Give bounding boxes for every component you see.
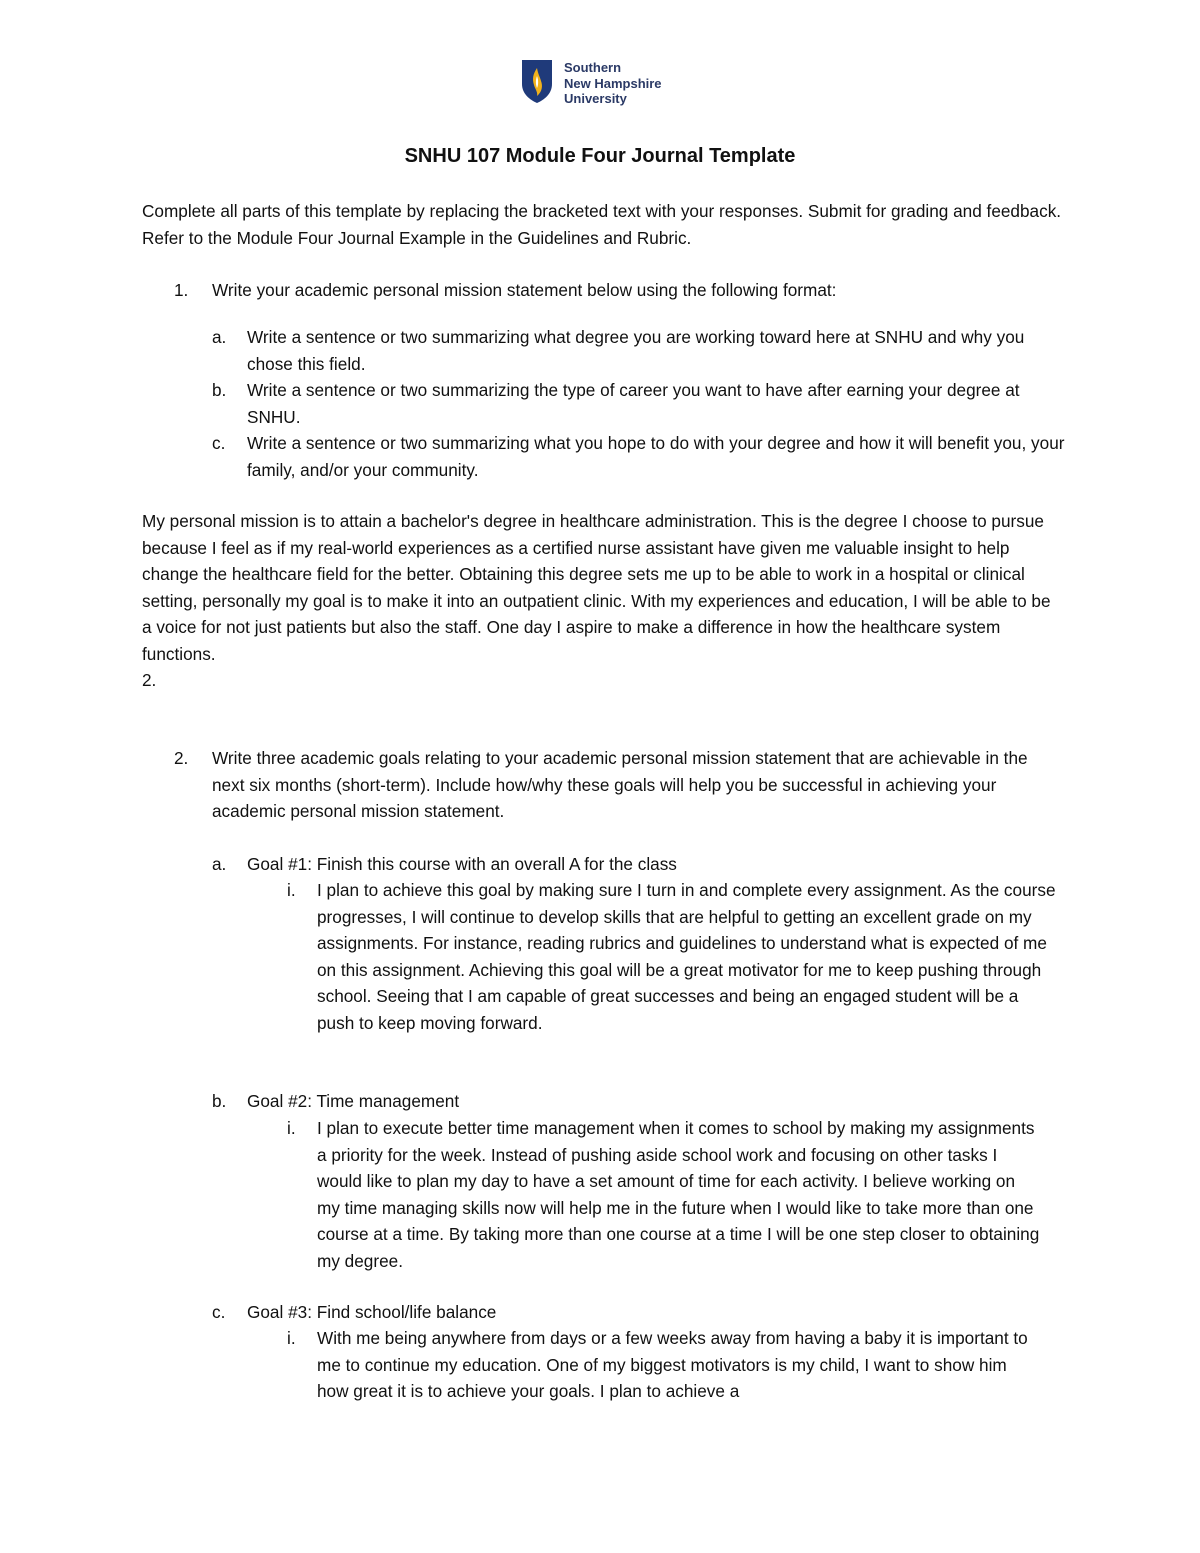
goal-1-title: Goal #1: Finish this course with an overall A for the class [247, 854, 677, 874]
goal-1-detail: I plan to achieve this goal by making sure I turn in and complete every assignment. As the course progresses, I will continue to develop skills that are helpful to getting an excellent grade on my assignments. For instance, reading rubrics and guidelines to understand what is expected of me on this assignment. Achieving this goal will be a great motivator for me to keep pushing through school. Seeing that I am capable of great successes and being an engaged student will be a push to keep moving forward. [317, 880, 1056, 1033]
goal-3-sub-marker: i. [287, 1328, 296, 1348]
goal-3-detail: With me being anywhere from days or a few weeks away from having a baby it is important to me to continue my education. One of my biggest motivators is my child, I want to show him how great it is to achieve your goals. I plan to achieve a [317, 1328, 1028, 1401]
question-1-text: Write your academic personal mission statement below using the following format: [212, 280, 837, 300]
goal-3-title: Goal #3: Find school/life balance [247, 1302, 497, 1322]
q1-item-c-text: Write a sentence or two summarizing what you hope to do with your degree and how it will benefit you, your family, and/or your community. [247, 433, 1065, 480]
q1-item-a-marker: a. [212, 327, 227, 347]
goal-1-marker: a. [212, 854, 227, 874]
question-2-number: 2. [174, 748, 189, 768]
q1-item-b-text: Write a sentence or two summarizing the type of career you want to have after earning your degree at SNHU. [247, 380, 1020, 427]
question-2-text: Write three academic goals relating to your academic personal mission statement that are achievable in the next six months (short-term). Include how/why these goals will help you be successful in achieving your academic personal mission statement. [212, 748, 1028, 821]
question-1-number: 1. [174, 280, 189, 300]
page-title: SNHU 107 Module Four Journal Template [404, 145, 796, 167]
goal-1-sub-marker: i. [287, 880, 296, 900]
goal-2-marker: b. [212, 1091, 227, 1111]
goal-2-title: Goal #2: Time management [247, 1091, 460, 1111]
q1-item-b-marker: b. [212, 380, 227, 400]
logo-line-3: University [564, 91, 627, 106]
mission-statement: My personal mission is to attain a bachelor's degree in healthcare administration. This is the degree I choose to pursue because I feel as if my real-world experiences as a certified nurse assistant have given me valuable insight to help change the healthcare field for the better. Obtaining this degree sets me up to be able to work in a hospital or clinical setting, personally my goal is to make it into an outpatient clinic. With my experiences and education, I will be able to be a voice for not just patients but also the staff. One day I aspire to make a difference in how the healthcare system functions. [142, 511, 1051, 664]
goal-3-marker: c. [212, 1302, 226, 1322]
intro-paragraph: Complete all parts of this template by replacing the bracketed text with your responses. Submit for grading and feedback. Refer to the Module Four Journal Example in the Guidelines and Rubric. [142, 201, 1062, 248]
logo-line-2: New Hampshire [564, 75, 662, 91]
goal-2-detail: I plan to execute better time management when it comes to school by making my assignments a priority for the week. Instead of pushing aside school work and focusing on other tasks I would like to plan my day to have a set amount of time for each activity. I believe working on my time managing skills now will help me in the future when I would like to take more than one course at a time. By taking more than one course at a time I will be one step closer to obtaining my degree. [317, 1118, 1040, 1271]
logo-line-1: Southern [564, 60, 622, 75]
goal-2-sub-marker: i. [287, 1118, 296, 1138]
q1-item-c-marker: c. [212, 433, 226, 453]
snhu-shield-icon [520, 58, 554, 104]
q1-item-a-text: Write a sentence or two summarizing what degree you are working toward here at SNHU and why you chose this field. [247, 327, 1025, 374]
snhu-logo [520, 58, 662, 107]
stray-number: 2. [142, 670, 157, 690]
